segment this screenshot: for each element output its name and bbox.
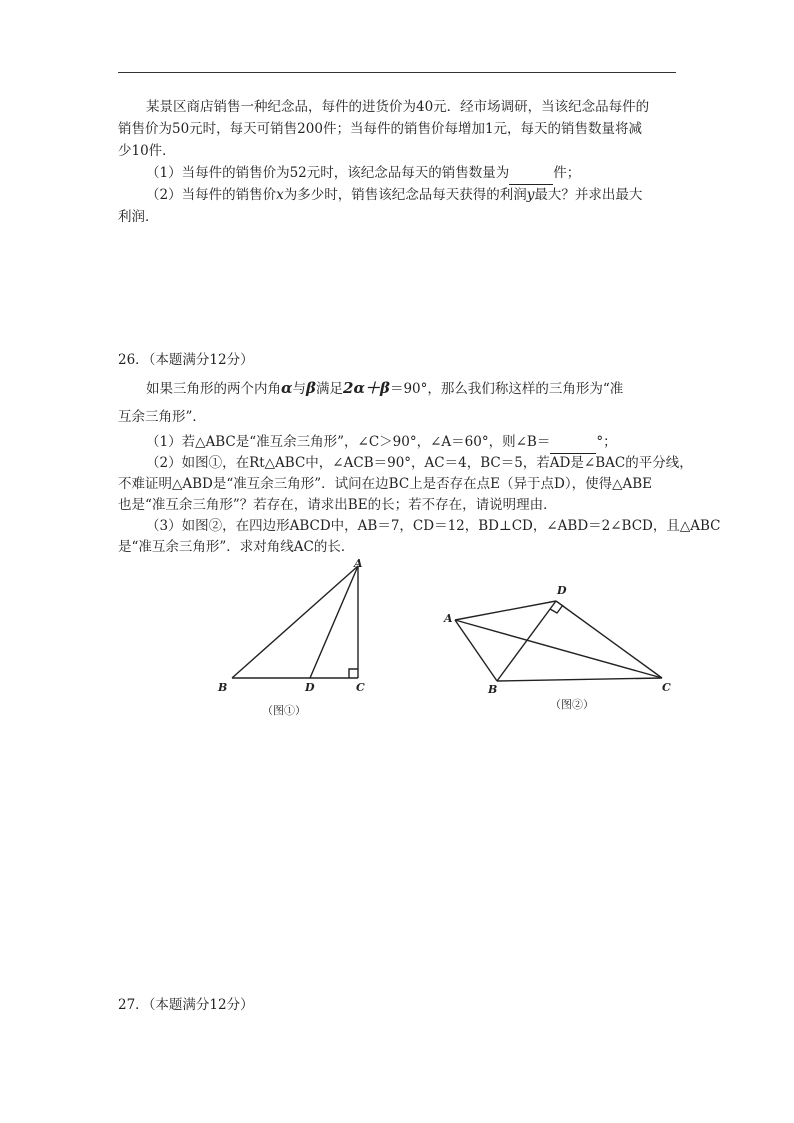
right-angle-mark xyxy=(349,669,358,678)
p26-intro-d: ＝90°，那么我们称这样的三角形为“准 xyxy=(389,381,624,397)
segment-bd xyxy=(497,601,556,681)
p25-q2-text-a: （2）当每件的销售价 xyxy=(146,187,277,203)
p25-line3: 少10件． xyxy=(118,143,176,159)
label-b: B xyxy=(218,681,228,694)
p25-line2: 销售价为50元时，每天可销售200件；当每件的销售价每增加1元，每天的销售数量将减 xyxy=(118,121,643,137)
figure-1-caption: （图①） xyxy=(262,704,306,717)
header-rule xyxy=(118,72,676,73)
problem-27-heading: 27．（本题满分12分） xyxy=(118,997,254,1013)
label-a: A xyxy=(354,558,363,570)
segment-ab xyxy=(232,566,358,678)
segment-ac xyxy=(455,620,662,678)
p26-q2-line1: （2）如图①，在Rt△ABC中，∠ACB＝90°，AC＝4，BC＝5，若AD是∠BAC的平分线， xyxy=(146,455,693,471)
figure-1 xyxy=(212,558,377,720)
p26-intro-c: 满足 xyxy=(316,381,344,397)
p25-question2 xyxy=(118,184,706,206)
p26-intro-b: 与 xyxy=(292,381,307,397)
label-d: D xyxy=(305,681,315,694)
p25-q2-text-c: 最大？并求出最大 xyxy=(534,187,643,203)
segment-ad xyxy=(310,566,358,678)
problem-26-heading: 26．（本题满分12分） xyxy=(118,352,254,368)
figure-2-caption: （图②） xyxy=(550,698,594,711)
p26-q2-line2: 不难证明△ABD是“准互余三角形”．试问在边BC上是否存在点E（异于点D），使得△ABE xyxy=(118,476,653,492)
p25-q1-text: （1）当每件的销售价为52元时，该纪念品每天的销售数量为 xyxy=(146,165,510,181)
label-d: D xyxy=(557,584,567,597)
p26-q3-line1: （3）如图②，在四边形ABCD中，AB＝7，CD＝12，BD⊥CD，∠ABD＝2∠BCD，且△ABC xyxy=(146,518,721,534)
alpha-symbol: α xyxy=(281,379,293,397)
p25-question1 xyxy=(118,162,706,185)
answer-blank xyxy=(509,162,553,185)
p26-q3-line2: 是“准互余三角形”．求对角线AC的长． xyxy=(118,539,355,555)
segment-ad xyxy=(455,601,556,620)
segment-ab xyxy=(455,620,497,681)
label-c: C xyxy=(356,681,365,694)
figure-2 xyxy=(440,580,680,720)
p26-q2-line3: 也是“准互余三角形”？若存在，请求出BE的长；若不存在，请说明理由． xyxy=(118,497,557,513)
label-a: A xyxy=(444,612,453,625)
p26-q1-text: （1）若△ABC是“准互余三角形”，∠C＞90°，∠A＝60°，则∠B＝ xyxy=(146,434,551,450)
segment-bc xyxy=(497,678,662,681)
answer-blank xyxy=(550,431,596,454)
p26-question1 xyxy=(118,431,706,454)
p25-q2-text-b: 为多少时，销售该纪念品每天获得的利润 xyxy=(283,187,527,203)
label-c: C xyxy=(662,681,671,694)
p25-q2-line2: 利润． xyxy=(118,209,159,225)
p25-q1-end: 件； xyxy=(553,165,581,181)
p26-intro-a: 如果三角形的两个内角 xyxy=(146,381,281,397)
beta-symbol: β xyxy=(306,379,317,397)
label-b: B xyxy=(488,683,498,696)
var-x: x xyxy=(276,187,284,203)
p25-line1: 某景区商店销售一种纪念品，每件的进货价为40元．经市场调研，当该纪念品每件的 xyxy=(146,99,650,115)
segment-dc xyxy=(556,601,662,678)
p26-q1-end: °； xyxy=(596,434,617,450)
var-y: y xyxy=(526,187,535,203)
formula: 2α＋β xyxy=(343,379,390,397)
p26-intro xyxy=(118,377,706,400)
p26-intro-line2: 互余三角形”． xyxy=(118,409,206,425)
